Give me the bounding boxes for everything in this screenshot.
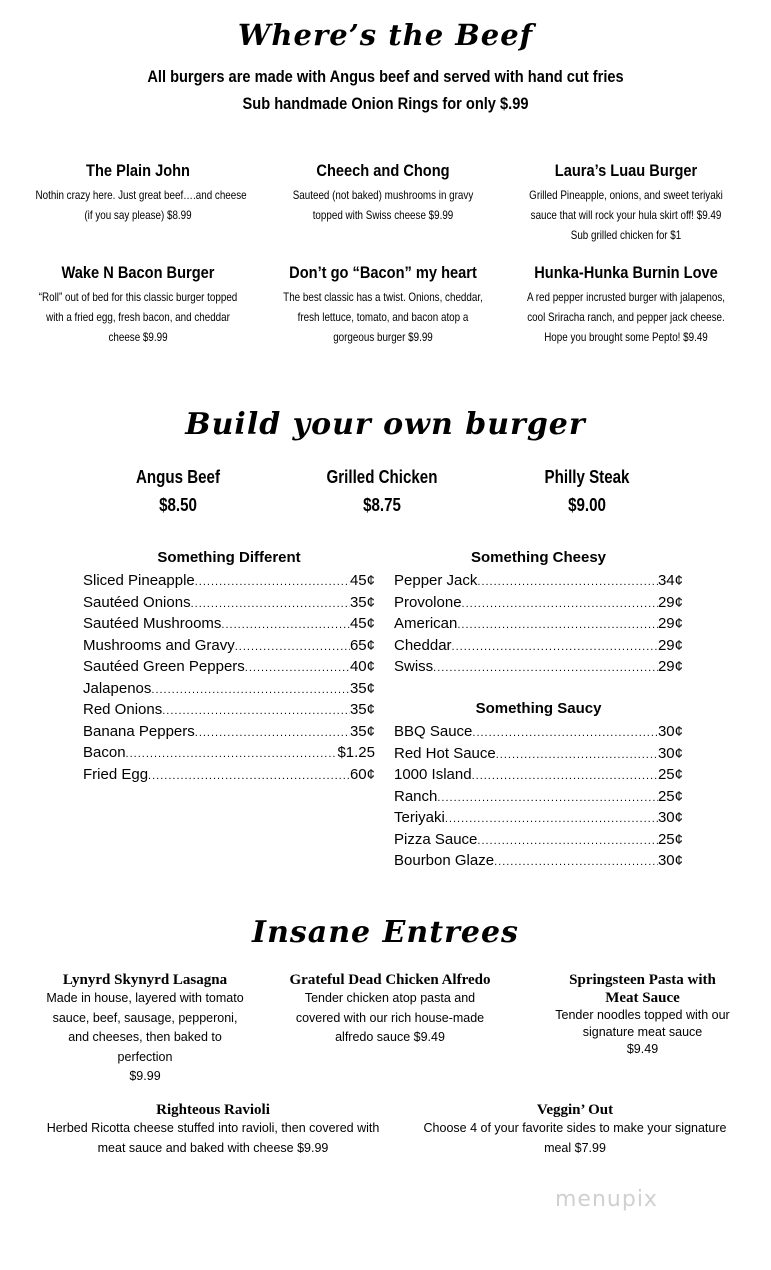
item-name: Banana Peppers [83, 722, 195, 740]
something-cheesy-list [394, 548, 683, 678]
item-name: Swiss [394, 658, 434, 675]
list-item [83, 742, 375, 764]
entree-desc-line: meat sauce and baked with cheese $9.99 [97, 1140, 329, 1155]
item-price: 29¢ [657, 615, 683, 632]
entree-name-line: Veggin’ Out [536, 1102, 614, 1118]
entree-name-line: Lynyrd Skynyrd Lasagna [62, 972, 228, 988]
base-price: $9.00 [568, 495, 606, 515]
burger-name: The Plain John [86, 161, 190, 180]
entree-name [20, 971, 270, 989]
burger-desc-line: fresh lettuce, tomato, and bacon atop a [297, 310, 469, 324]
item-price: 34¢ [657, 572, 683, 589]
item-price: 60¢ [349, 765, 375, 783]
entree-name-line: Springsteen Pasta with [569, 972, 716, 988]
entree-item [265, 971, 515, 1048]
item-name: Teriyaki [394, 809, 445, 826]
item-name: Fried Egg [83, 765, 149, 783]
burger-desc [281, 185, 486, 225]
entree-desc-line: signature meat sauce [582, 1025, 703, 1039]
item-name: Mushrooms and Gravy [83, 636, 235, 654]
item-name: Red Hot Sauce [394, 744, 496, 762]
list-item [394, 635, 683, 657]
base-name: Angus Beef [135, 467, 220, 487]
category-title: Something Saucy [475, 700, 602, 717]
item-price: 25¢ [657, 830, 683, 848]
item-price: 65¢ [349, 636, 375, 654]
burger-item [258, 262, 508, 347]
leader-dots [191, 594, 350, 616]
entree-desc-line: $9.49 [626, 1042, 659, 1056]
entree-desc-line: Made in house, layered with tomato [46, 991, 244, 1005]
item-price: 29¢ [657, 593, 683, 611]
entree-desc-line: Tender chicken atop pasta and [304, 991, 476, 1005]
entree-desc [405, 1119, 745, 1158]
entree-name-line: Grateful Dead Chicken Alfredo [289, 972, 491, 988]
entree-desc-line: Tender noodles topped with our [555, 1008, 730, 1022]
list-item [394, 613, 683, 635]
leader-dots [445, 809, 658, 831]
item-price: 35¢ [349, 679, 375, 697]
item-name: Pizza Sauce [394, 830, 478, 848]
leader-dots [245, 658, 350, 680]
entree-name [520, 971, 765, 1007]
leader-dots [472, 723, 658, 745]
item-price: 45¢ [349, 615, 375, 632]
burger-name: Laura’s Luau Burger [554, 161, 698, 180]
category-title: Something Different [157, 549, 301, 566]
beef-intro [54, 63, 717, 117]
burger-desc [524, 185, 729, 245]
burger-desc-line: sauce that will rock your hula skirt off! $9.49 [530, 208, 722, 222]
burger-item [13, 160, 263, 225]
burger-desc-line: Sub grilled chicken for $1 [570, 228, 682, 242]
leader-dots [494, 852, 658, 874]
burger-item [501, 262, 751, 347]
item-name: Ranch [394, 787, 438, 805]
entree-desc-line: meal $7.99 [544, 1140, 606, 1155]
item-name: Cheddar [394, 636, 452, 654]
burger-desc-line: The best classic has a twist. Onions, cheddar, [283, 290, 483, 304]
list-item [83, 656, 375, 678]
leader-dots [452, 637, 658, 659]
entree-desc [20, 989, 270, 1087]
burger-desc-line: A red pepper incrusted burger with jalapenos, [526, 290, 726, 304]
item-name: Sautéed Green Peppers [83, 658, 245, 675]
item-price: 30¢ [657, 744, 683, 762]
burger-name: Don’t go “Bacon” my heart [289, 263, 477, 282]
leader-dots [195, 723, 350, 745]
burger-name: Wake N Bacon Burger [61, 263, 215, 282]
item-name: Bacon [83, 744, 126, 761]
leader-dots [477, 831, 658, 853]
burger-desc-line: Nothin crazy here. Just great beef….and cheese [35, 188, 247, 202]
item-name: Jalapenos [83, 679, 152, 697]
burger-desc-line: Hope you brought some Pepto! $9.49 [544, 330, 708, 344]
base-option [319, 463, 445, 519]
item-name: Pepper Jack [394, 572, 478, 589]
item-name: Sautéed Onions [83, 593, 191, 611]
leader-dots [437, 788, 658, 810]
list-item [394, 656, 683, 678]
entree-name [265, 971, 515, 989]
burger-desc-line: with a fried egg, fresh bacon, and cheddar [46, 310, 230, 324]
beef-section-title: Where’s the Beef [237, 18, 534, 52]
list-item [394, 850, 683, 872]
entree-desc-line: $9.99 [129, 1069, 161, 1083]
list-item [83, 613, 375, 635]
item-name: American [394, 615, 458, 632]
leader-dots [472, 766, 658, 788]
entree-item [20, 971, 270, 1087]
item-name: Sautéed Mushrooms [83, 615, 222, 632]
item-price: 25¢ [657, 787, 683, 805]
burger-item [13, 262, 263, 347]
entree-desc-line: and cheeses, then baked to [68, 1030, 222, 1044]
leader-dots [477, 572, 658, 594]
list-item [83, 678, 375, 700]
burger-desc-line: “Roll” out of bed for this classic burger topped [38, 290, 238, 304]
leader-dots [235, 637, 350, 659]
entree-item [405, 1101, 745, 1158]
burger-desc-line: topped with Swiss cheese $9.99 [312, 208, 454, 222]
list-item [394, 721, 683, 743]
entree-name-line: Meat Sauce [605, 990, 680, 1006]
burger-item [501, 160, 751, 245]
entree-desc-line: alfredo sauce $9.49 [335, 1030, 445, 1044]
entree-desc-line: Herbed Ricotta cheese stuffed into ravioli, then covered with [46, 1121, 380, 1135]
leader-dots [162, 701, 350, 723]
leader-dots [195, 572, 350, 594]
list-item [83, 570, 375, 592]
something-saucy-list [394, 699, 683, 872]
burger-desc [36, 287, 241, 347]
item-price: 29¢ [657, 636, 683, 654]
item-price: 35¢ [349, 701, 375, 718]
leader-dots [433, 658, 658, 680]
burger-desc-line: (if you say please) $8.99 [84, 208, 192, 222]
list-item [83, 721, 375, 743]
burger-desc-line: cool Sriracha ranch, and pepper jack cheese. [527, 310, 725, 324]
leader-dots [126, 744, 338, 766]
leader-dots [151, 680, 350, 702]
burger-name: Cheech and Chong [316, 161, 450, 180]
entree-name-line: Righteous Ravioli [156, 1102, 270, 1118]
list-item [83, 699, 375, 721]
item-price: $1.25 [337, 744, 375, 761]
item-name: Bourbon Glaze [394, 852, 495, 869]
base-price: $8.50 [159, 495, 197, 515]
entree-desc [28, 1119, 398, 1158]
list-item [394, 592, 683, 614]
entree-desc-line: sauce, beef, sausage, pepperoni, [52, 1010, 238, 1025]
entree-item [520, 971, 765, 1058]
build-section-title: Build your own burger [185, 407, 586, 442]
item-price: 30¢ [657, 809, 683, 826]
burger-desc-line: Grilled Pineapple, onions, and sweet teriyaki [529, 188, 723, 202]
item-price: 29¢ [657, 658, 683, 675]
base-price: $8.75 [363, 495, 401, 515]
item-price: 40¢ [349, 658, 375, 675]
item-price: 35¢ [349, 722, 375, 740]
intro-line-2: Sub handmade Onion Rings for only $.99 [242, 94, 529, 113]
item-price: 35¢ [349, 593, 375, 611]
entrees-section-title: Insane Entrees [252, 915, 519, 950]
list-item [83, 592, 375, 614]
leader-dots [457, 615, 658, 637]
item-price: 30¢ [657, 852, 683, 869]
intro-line-1: All burgers are made with Angus beef and served with hand cut fries [147, 67, 624, 86]
base-option [115, 463, 241, 519]
entree-item [28, 1101, 398, 1158]
item-name: Provolone [394, 593, 462, 611]
item-price: 25¢ [657, 766, 683, 783]
item-price: 45¢ [349, 572, 375, 589]
leader-dots [462, 594, 658, 616]
item-name: 1000 Island [394, 766, 472, 783]
base-option [524, 463, 650, 519]
entree-name [28, 1101, 398, 1119]
item-name: Red Onions [83, 701, 163, 718]
entree-desc [520, 1007, 765, 1058]
item-price: 30¢ [657, 723, 683, 740]
leader-dots [496, 745, 658, 767]
burger-desc-line: cheese $9.99 [108, 330, 168, 344]
leader-dots [221, 615, 350, 637]
entree-name [405, 1101, 745, 1119]
base-name: Philly Steak [544, 467, 630, 487]
list-item [394, 807, 683, 829]
category-title: Something Cheesy [470, 549, 607, 566]
burger-desc [35, 185, 247, 225]
burger-name: Hunka-Hunka Burnin Love [534, 263, 718, 282]
entree-desc-line: perfection [117, 1049, 173, 1064]
entree-desc-line: Choose 4 of your favorite sides to make your signature [423, 1121, 727, 1135]
list-item [83, 764, 375, 786]
list-item [394, 743, 683, 765]
list-item [394, 786, 683, 808]
list-item [394, 829, 683, 851]
list-item [83, 635, 375, 657]
item-name: Sliced Pineapple [83, 572, 195, 589]
item-name: BBQ Sauce [394, 723, 473, 740]
burger-desc-line: Sauteed (not baked) mushrooms in gravy [292, 188, 474, 202]
burger-desc-line: gorgeous burger $9.99 [333, 330, 433, 344]
burger-desc [524, 287, 729, 347]
list-item [394, 570, 683, 592]
entree-desc-line: covered with our rich house-made [295, 1010, 485, 1025]
list-item [394, 764, 683, 786]
entree-desc [265, 989, 515, 1048]
base-name: Grilled Chicken [326, 467, 438, 487]
something-different-list [83, 548, 375, 785]
menupix-watermark: menupix [555, 1187, 658, 1212]
burger-desc [281, 287, 486, 347]
burger-item [258, 160, 508, 225]
leader-dots [148, 766, 350, 788]
